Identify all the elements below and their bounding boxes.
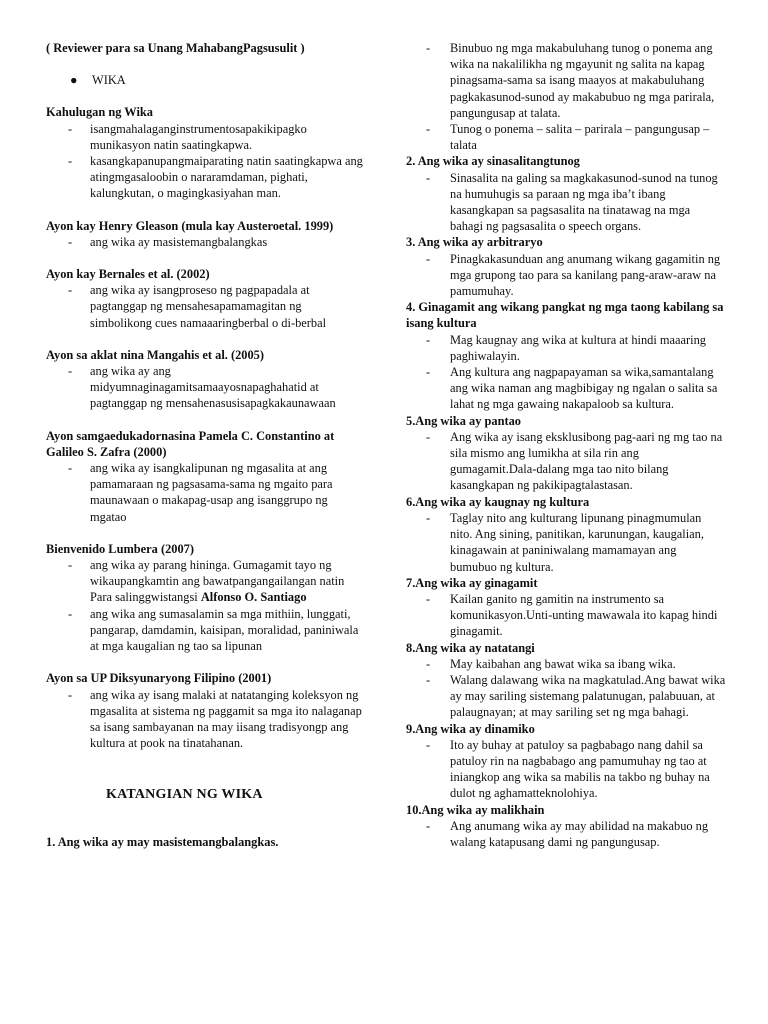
katangian-title: KATANGIAN NG WIKA (106, 787, 263, 803)
dash-icon: - (426, 251, 431, 266)
katangian-heading-5: 5.Ang wika ay pantao (406, 413, 521, 428)
list-item-text: Pinagkakasunduan ang anumang wikang gagamitin ng mga grupong tao para sa kanilang pang-araw-araw na pamumuhay. (450, 251, 721, 299)
dash-icon: - (68, 606, 73, 621)
list-item (46, 557, 364, 606)
dash-icon: - (426, 510, 431, 525)
person-name: Alfonso O. Santiago (200, 590, 307, 605)
katangian-heading-8: 8.Ang wika ay natatangi (406, 640, 535, 655)
list-item-text: Mag kaugnay ang wika at kultura at hindi maaaring paghiwalayin. (450, 332, 706, 363)
list-item-continuation: Para salinggwistangsi (90, 590, 201, 605)
dash-icon: - (68, 234, 73, 249)
list-item (406, 818, 726, 850)
section-heading: Ayon samgaedukadornasina Pamela C. Constantino at Galileo S. Zafra (2000) (46, 428, 335, 459)
list-item (406, 332, 726, 364)
section-heading: Ayon sa aklat nina Mangahis et al. (2005) (46, 347, 265, 362)
bullet-item-wika (46, 72, 364, 88)
list-item-text: ang wika ay isangkalipunan ng mgasalita at ang pamamaraan ng pagsasama-sama ng mgaito para maunawaan o makapag-usap ang isanggrupo ng mgatao (90, 461, 333, 524)
dash-icon: - (68, 154, 73, 169)
dash-icon: - (68, 461, 73, 476)
dash-icon: - (68, 283, 73, 298)
dash-icon: - (426, 122, 431, 137)
katangian-heading-3: 3. Ang wika ay arbitraryo (406, 235, 543, 250)
list-item-text: Walang dalawang wika na magkatulad.Ang bawat wika ay may sariling sistemang palatunugan, palabuuan, at palaugnayan; at may sariling set ng mga bahagi. (450, 672, 726, 720)
dash-icon: - (426, 818, 431, 833)
list-item-text: isangmahalaganginstrumentosapakikipagko munikasyon natin saatingkapwa. (90, 121, 307, 152)
list-item-text: Sinasalita na galing sa magkakasunod-sunod na tunog na humuhugis sa paraan ng mga iba’t ibang kasangkapan sa pagsasalita na tinatawag na mga bahagi ng pagsasalita o speech organs. (450, 170, 718, 234)
list-item (406, 121, 726, 153)
list-item (46, 606, 364, 655)
list-item (406, 170, 726, 235)
katangian-heading-9: 9.Ang wika ay dinamiko (406, 721, 535, 736)
dash-icon: - (426, 332, 431, 347)
dash-icon: - (426, 170, 431, 185)
list-item (406, 672, 726, 721)
list-item-text: Ang anumang wika ay may abilidad na makabuo ng walang katapusang dami ng pangungusap. (450, 818, 709, 849)
list-item (406, 737, 726, 802)
list-item (46, 153, 364, 202)
list-item-text: ang wika ay masistemangbalangkas (90, 234, 268, 249)
katangian-heading-7: 7.Ang wika ay ginagamit (406, 575, 538, 590)
list-item-text: kasangkapanupangmaiparating natin saatingkapwa ang atingmgasaloobin o nararamdaman, pighati, kalungkutan, o magingkasiyahan man. (90, 154, 363, 201)
dash-icon: - (68, 558, 73, 573)
list-item-text: Tunog o ponema – salita – parirala – pangungusap – talata (450, 122, 710, 153)
list-item-text: Kailan ganito ng gamitin na instrumento sa komunikasyon.Unti-unting mawawala ito kapag hindi ginagamit. (450, 591, 718, 639)
katangian-heading-6: 6.Ang wika ay kaugnay ng kultura (406, 494, 590, 509)
katangian-heading-1: 1. Ang wika ay may masistemangbalangkas. (46, 834, 279, 849)
list-item-text: ang wika ay isang malaki at natatanging koleksyon ng mgasalita at sistema ng paggamit sa mga ito nalaganap sa isang sambayanan na may iisang tradisyongp ang kultura at pook na tinatahanan. (90, 687, 362, 751)
right-column (406, 40, 726, 850)
list-item (46, 687, 364, 752)
dash-icon: - (426, 429, 431, 444)
dash-icon: - (68, 121, 73, 136)
section-heading: Bienvenido Lumbera (2007) (46, 541, 195, 556)
list-item (46, 121, 364, 153)
dash-icon: - (426, 591, 431, 606)
left-column (46, 40, 364, 850)
katangian-heading-4: 4. Ginagamit ang wikang pangkat ng mga taong kabilang sa isang kultura (406, 300, 724, 331)
dash-icon: - (68, 364, 73, 379)
list-item-text: ang wika ay ang midyumnaginagamitsamaayosnapaghahatid at pagtanggap ng mensahenasusisapagkakaunawaan (90, 364, 336, 411)
list-item-text: Binubuo ng mga makabuluhang tunog o ponema ang wika na nakalilikha ng mgayunit ng salita na kapag pinagsama-sama sa isang maayos at makabuluhang pagkakasunod-sunod ay makabubuo ng mga parirala, pangungusap at talata. (450, 41, 715, 120)
dash-icon: - (426, 365, 431, 380)
list-item (406, 510, 726, 575)
dash-icon: - (426, 672, 431, 687)
list-item (46, 363, 364, 412)
section-heading: Kahulugan ng Wika (46, 105, 153, 120)
dash-icon: - (426, 41, 431, 55)
list-item-text: ang wika ang sumasalamin sa mga mithiin, lunggati, pangarap, damdamin, kaisipan, moralidad, paniniwala at mga kaugalian ng tao sa lipunan (90, 606, 359, 654)
list-item (406, 40, 726, 121)
list-item-text: Ito ay buhay at patuloy sa pagbabago nang dahil sa patuloy rin na nagbabago ang pamumuhay ng tao at iniangkop ang wika sa mabilis na takbo ng buhay na dulot ng aghamatteknolohiya. (450, 737, 710, 801)
katangian-heading-2: 2. Ang wika ay sinasalitangtunog (406, 154, 580, 169)
list-item-text: May kaibahan ang bawat wika sa ibang wika. (450, 656, 676, 671)
katangian-heading-10: 10.Ang wika ay malikhain (406, 802, 545, 817)
bullet-icon: ● (70, 73, 78, 88)
list-item (406, 656, 726, 672)
section-heading: Ayon sa UP Diksyunaryong Filipino (2001) (46, 671, 272, 686)
list-item (406, 364, 726, 413)
list-item-text: ang wika ay isangproseso ng pagpapadala at pagtanggap ng mensahesapamamagitan ng simbolikong cues namaaaringberbal o di-berbal (90, 283, 327, 330)
doc-title: ( Reviewer para sa Unang MahabangPagsusulit ) (46, 41, 305, 55)
section-heading: Ayon kay Bernales et al. (2002) (46, 267, 210, 282)
dash-icon: - (426, 737, 431, 752)
bullet-text: WIKA (92, 73, 126, 88)
list-item (46, 234, 364, 250)
list-item (46, 282, 364, 331)
list-item-text: Taglay nito ang kulturang lipunang pinagmumulan nito. Ang sining, panitikan, karunungan, kaugalian, kinagawain at paniniwalang mamamayan ang bumubuo ng kultura. (450, 510, 704, 574)
list-item (406, 591, 726, 640)
dash-icon: - (68, 687, 73, 702)
list-item (46, 460, 364, 525)
list-item-text: Ang wika ay isang eksklusibong pag-aari ng mg tao na sila mismo ang lumikha at sila rin ang gumagamit.Dala-dalang mga tao nito bilang kasangkapan ng pakikipagtalastasan. (450, 429, 723, 493)
dash-icon: - (426, 656, 431, 671)
list-item-main: ang wika ay parang hininga. Gumagamit tayo ng wikaupangkamtin ang bawatpangangailangan natin (90, 558, 345, 589)
list-item-text (90, 557, 364, 606)
list-item (406, 429, 726, 494)
section-heading: Ayon kay Henry Gleason (mula kay Austeroetal. 1999) (46, 218, 334, 233)
list-item-text: Ang kultura ang nagpapayaman sa wika,samantalang ang wika naman ang magbibigay ng ngalan o salita sa lahat ng mga gawaing nakapaloob sa kultura. (450, 365, 718, 412)
list-item (406, 251, 726, 300)
